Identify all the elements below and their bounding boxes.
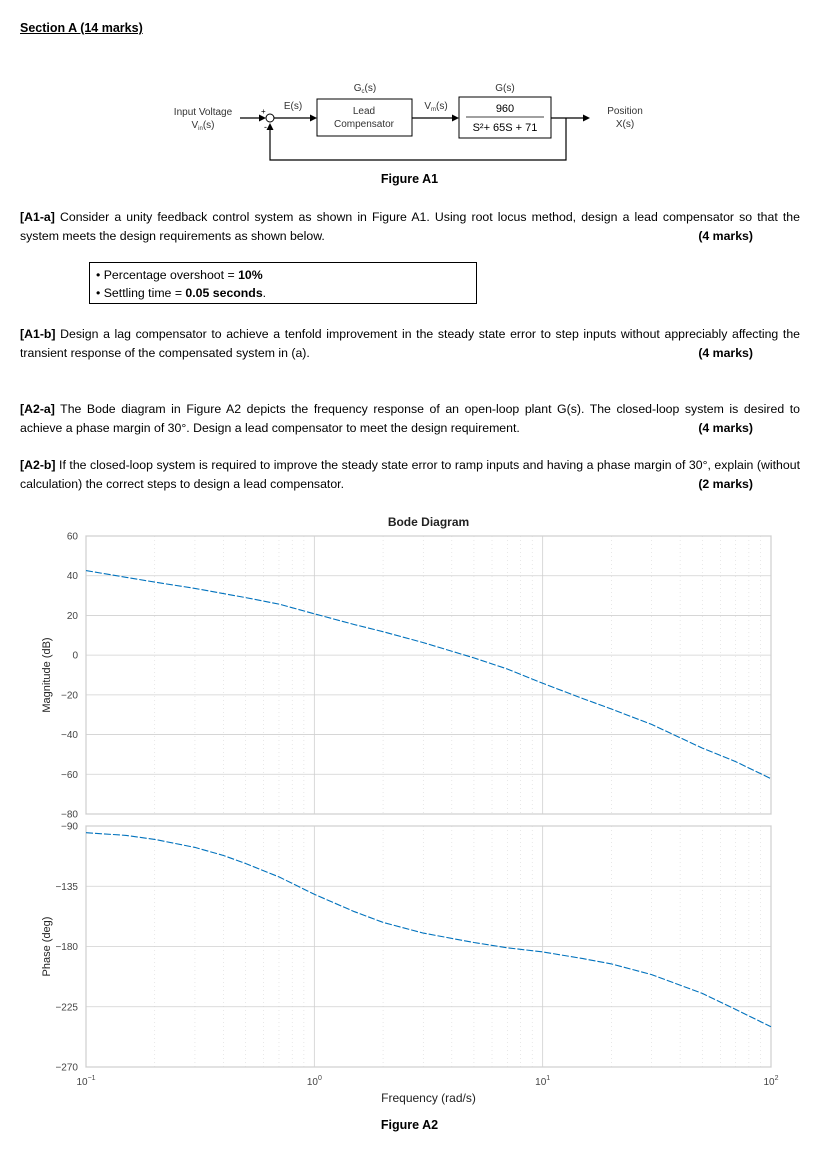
gc-label: $G_c(s)$ <box>353 83 377 95</box>
question-a1b <box>20 325 800 365</box>
phase-ytick-label: −225 <box>55 1002 78 1014</box>
vm-arrowhead <box>452 115 459 122</box>
question-a1b-tag: [A1-b] <box>20 327 56 341</box>
output-label-line2: X(s) <box>615 119 635 130</box>
input-label-line2: $V_{in}(s)$ <box>191 120 215 132</box>
design-requirements-box <box>89 262 477 304</box>
phase-ylabel: Phase (deg) <box>41 916 53 977</box>
block-diagram <box>160 75 660 170</box>
output-arrowhead <box>583 115 590 122</box>
requirement-overshoot: • Percentage overshoot = 10% <box>96 268 263 282</box>
magnitude-ylabel: Magnitude (dB) <box>41 637 53 713</box>
magnitude-axes-box <box>86 536 771 814</box>
chart-title: Bode Diagram <box>387 515 470 529</box>
summing-junction <box>266 114 274 122</box>
magnitude-ytick-label: −20 <box>61 690 78 702</box>
feedback-arrowhead <box>267 123 274 130</box>
question-a2a-tag: [A2-a] <box>20 402 55 416</box>
xtick-label: $10^2$ <box>763 1075 779 1088</box>
magnitude-ytick-label: −40 <box>61 730 78 742</box>
question-a2a-text: The Bode diagram in Figure A2 depicts the frequency response of an open-loop plant G(s). The closed-loop system is desired to achieve a phase margin of 30°. Design a lead compensator to meet the design requirement. <box>20 402 800 435</box>
question-a2a <box>20 400 800 440</box>
magnitude-ytick-label: −80 <box>61 809 78 821</box>
section-title: Section A (14 marks) <box>20 21 143 35</box>
minus-sign: - <box>264 122 267 132</box>
chart-xlabel: Frequency (rad/s) <box>381 1091 476 1105</box>
question-a2b-marks: (2 marks) <box>698 477 753 491</box>
magnitude-ytick-label: 0 <box>72 650 78 662</box>
output-label-line1: Position <box>607 106 643 117</box>
figure-a2-caption: Figure A2 <box>380 1118 439 1132</box>
magnitude-ytick-label: 60 <box>66 531 78 543</box>
error-label: E(s) <box>283 101 303 112</box>
input-label-line1: Input Voltage <box>173 107 233 118</box>
vm-label: $V_m(s)$ <box>424 101 448 113</box>
question-a1b-marks: (4 marks) <box>698 346 753 360</box>
transfer-function-denominator: S²+ 65S + 71 <box>472 122 538 134</box>
phase-ytick-label: −180 <box>55 942 78 953</box>
figure-a1-caption: Figure A1 <box>380 172 439 186</box>
xtick-label: $10^1$ <box>535 1075 551 1088</box>
question-a2b <box>20 456 800 496</box>
question-a1b-text: Design a lag compensator to achieve a tenfold improvement in the steady state error to step inputs without appreciably affecting the transient response of the compensated system in (a). <box>20 327 800 360</box>
error-arrowhead <box>310 115 317 122</box>
question-a1a-marks: (4 marks) <box>698 229 753 243</box>
xtick-label: $10^{-1}$ <box>76 1075 96 1088</box>
phase-ytick-label: −90 <box>61 821 78 833</box>
requirement-settling-time: • Settling time = 0.05 seconds. <box>96 286 267 300</box>
phase-ytick-label: −270 <box>55 1062 78 1074</box>
phase-ytick-label: −135 <box>55 881 78 893</box>
question-a2b-text: If the closed-loop system is required to improve the steady state error to ramp inputs and having a phase margin of 30°, explain (without calculation) the correct steps to design a lead compensator. <box>20 458 800 491</box>
question-a2a-marks: (4 marks) <box>698 421 753 435</box>
compensator-label-line2: Compensator <box>333 119 395 130</box>
transfer-function-numerator: 960 <box>495 103 515 115</box>
question-a1a-tag: [A1-a] <box>20 210 55 224</box>
compensator-label-line1: Lead <box>352 106 376 117</box>
plus-sign: + <box>261 107 266 116</box>
xtick-label: $10^0$ <box>306 1075 322 1088</box>
lead-compensator-block <box>317 99 412 136</box>
question-a2b-tag: [A2-b] <box>20 458 56 472</box>
question-a1a-text: Consider a unity feedback control system as shown in Figure A1. Using root locus method, design a lead compensator so that the system meets the design requirements as shown below. <box>20 210 800 243</box>
plant-label: G(s) <box>495 83 515 94</box>
magnitude-ytick-label: 40 <box>66 571 78 583</box>
question-a1a <box>20 208 800 248</box>
magnitude-ytick-label: 20 <box>66 610 78 622</box>
bode-diagram <box>0 505 819 1110</box>
magnitude-ytick-label: −60 <box>61 769 78 781</box>
